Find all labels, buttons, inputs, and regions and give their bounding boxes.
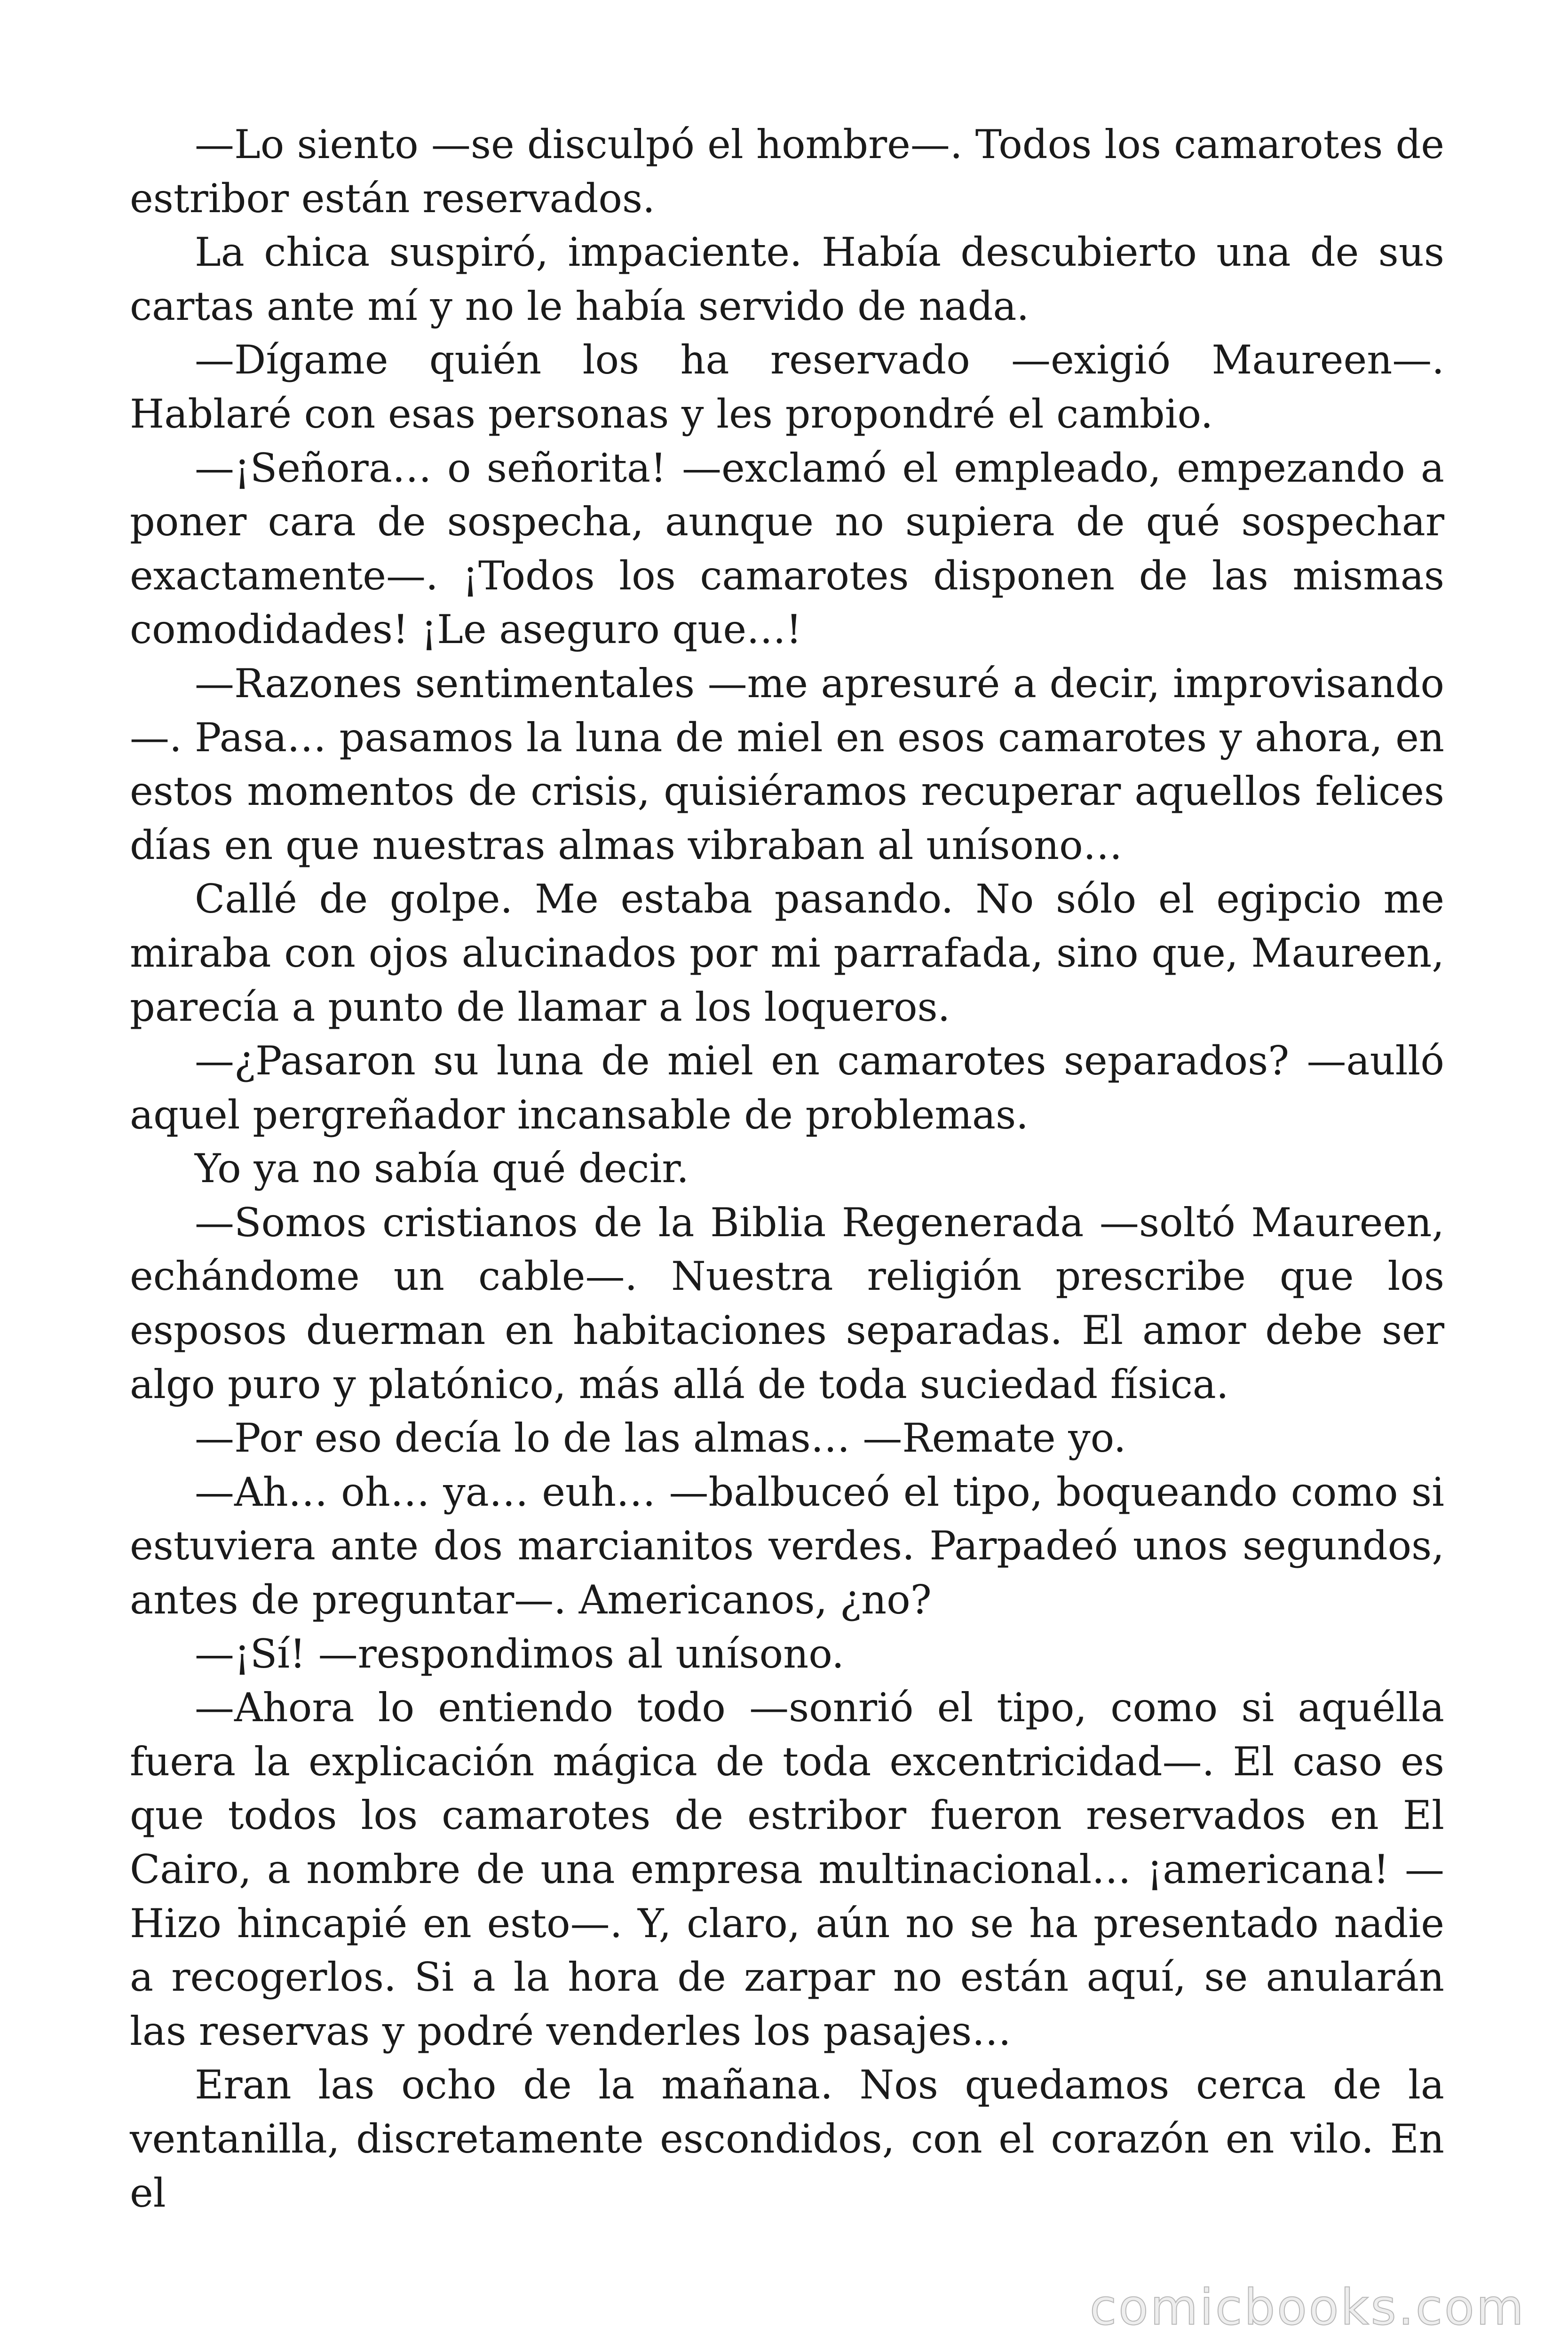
paragraph: —¿Pasaron su luna de miel en camarotes separados? —aulló aquel pergreñador incansable de problemas. — [130, 1038, 1444, 1138]
watermark: comicbooks.com — [1089, 2279, 1526, 2336]
paragraph: —Somos cristianos de la Biblia Regenerada —soltó Maureen, echándome un cable—. Nuestra religión prescribe que los esposos duerman en habitaciones separadas. El amor debe ser algo puro y platónico, más allá de toda suciedad física. — [130, 1199, 1444, 1407]
paragraph: —Dígame quién los ha reservado —exigió Maureen—. Hablaré con esas personas y les propondré el cambio. — [130, 337, 1444, 437]
paragraph: —¡Sí! —respondimos al unísono. — [195, 1630, 844, 1677]
paragraph: —Ah… oh… ya… euh… —balbuceó el tipo, boqueando como si estuviera ante dos marcianitos verdes. Parpadeó unos segundos, antes de preguntar—. Americanos, ¿no? — [130, 1469, 1444, 1623]
paragraph: —Razones sentimentales —me apresuré a decir, improvisando —. Pasa… pasamos la luna de miel en esos camarotes y ahora, en estos momentos de crisis, quisiéramos recuperar aquellos felices días en que nuestras almas vibraban al unísono… — [130, 660, 1444, 868]
paragraph: Callé de golpe. Me estaba pasando. No sólo el egipcio me miraba con ojos alucinados por mi parrafada, sino que, Maureen, parecía a punto de llamar a los loqueros. — [130, 876, 1444, 1030]
paragraph: La chica suspiró, impaciente. Había descubierto una de sus cartas ante mí y no le había servido de nada. — [130, 229, 1444, 329]
paragraph: Eran las ocho de la mañana. Nos quedamos cerca de la ventanilla, discretamente escondidos, con el corazón en vilo. En el — [130, 2062, 1444, 2216]
paragraph: Yo ya no sabía qué decir. — [195, 1145, 689, 1192]
paragraph: —Por eso decía lo de las almas… —Remate yo. — [195, 1415, 1126, 1462]
paragraph: —¡Señora… o señorita! —exclamó el empleado, empezando a poner cara de sospecha, aunque no supiera de qué sospechar exactamente—. ¡Todos los camarotes disponen de las mismas comodidades! ¡Le aseguro que…! — [130, 445, 1444, 653]
paragraph: —Lo siento —se disculpó el hombre—. Todos los camarotes de estribor están reservados. — [130, 121, 1444, 222]
body-text — [130, 118, 1444, 2220]
paragraph: —Ahora lo entiendo todo —sonrió el tipo, como si aquélla fuera la explicación mágica de toda excentricidad—. El caso es que todos los camarotes de estribor fueron reservados en El Cairo, a nombre de una empresa multinacional… ¡americana! —Hizo hincapié en esto—. Y, claro, aún no se ha presentado nadie a recogerlos. Si a la hora de zarpar no están aquí, se anularán las reservas y podré venderles los pasajes… — [130, 1685, 1444, 2054]
